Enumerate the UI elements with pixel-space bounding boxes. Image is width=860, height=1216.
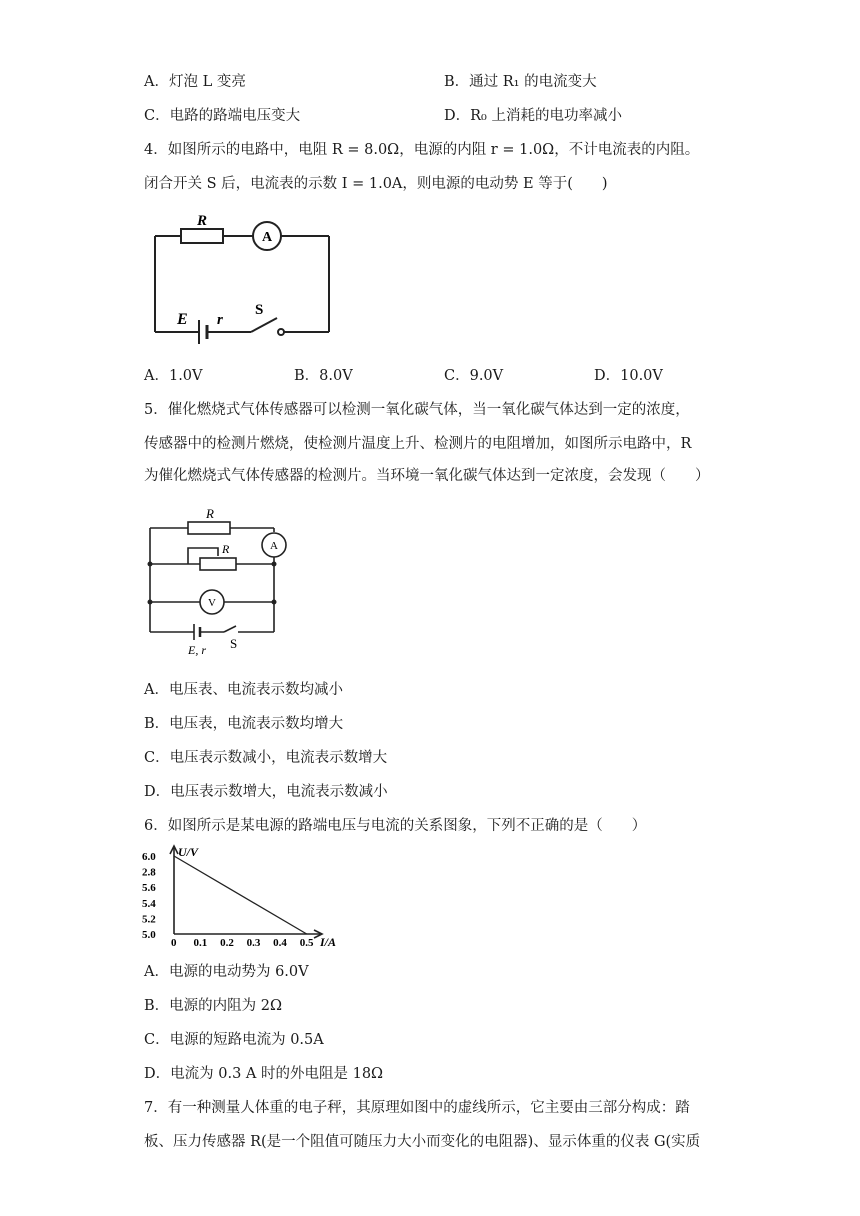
- q6-y-tick-label: 5.0: [142, 929, 156, 941]
- q3-option-b: B．通过 R₁ 的电流变大: [444, 74, 597, 90]
- q3-option-c: C．电路的路端电压变大: [144, 108, 301, 124]
- q5-circuit-diagram: [144, 500, 294, 662]
- q5-label-switch: S: [230, 636, 238, 651]
- q5-stem-line3: 为催化燃烧式气体传感器的检测片。当环境一氧化碳气体达到一定浓度，会发现（ ）: [144, 468, 710, 484]
- q6-option-c: C．电源的短路电流为 0.5A: [144, 1032, 324, 1048]
- q6-x-tick-label: 0.4: [273, 937, 287, 949]
- q5-label-ammeter: A: [270, 540, 278, 552]
- q4-label-r-resistor: R: [197, 213, 208, 229]
- q5-label-r-rheostat: R: [222, 542, 230, 556]
- q6-y-tick-label: 5.4: [142, 897, 156, 910]
- q3-option-a: A．灯泡 L 变亮: [144, 74, 246, 90]
- q4-label-switch: S: [255, 302, 264, 318]
- q6-stem: 6．如图所示是某电源的路端电压与电流的关系图象，下列不正确的是（ ）: [144, 818, 647, 834]
- q5-label-er: E, r: [188, 643, 206, 657]
- q6-y-tick-label: 5.2: [142, 913, 156, 926]
- q4-circuit-diagram: [145, 212, 345, 352]
- q6-option-d: D．电流为 0.3 A 时的外电阻是 18Ω: [144, 1066, 384, 1082]
- q6-x-axis-label: I/A: [320, 935, 337, 949]
- q6-option-a: A．电源的电动势为 6.0V: [144, 964, 309, 980]
- q5-rheostat: [200, 558, 236, 570]
- q5-option-c: C．电压表示数减小，电流表示数增大: [144, 750, 388, 766]
- q6-ui-graph: [140, 842, 350, 952]
- q5-junction-dot: [148, 600, 153, 605]
- q6-x-tick-label: 0: [171, 937, 177, 949]
- q6-y-tick-label: 5.6: [142, 882, 156, 895]
- q4-option-b: B．8.0V: [294, 368, 353, 384]
- q5-option-b: B．电压表，电流表示数均增大: [144, 716, 344, 732]
- q4-label-emf: E: [177, 311, 188, 328]
- q5-switch-blade: [224, 626, 236, 632]
- q5-resistor-top: [188, 522, 230, 534]
- q4-option-a: A．1.0V: [144, 368, 203, 384]
- q6-option-b: B．电源的内阻为 2Ω: [144, 998, 283, 1014]
- q6-x-tick-label: 0.2: [220, 937, 234, 949]
- q4-label-internal-r: r: [217, 312, 223, 328]
- q5-junction-dot: [272, 562, 277, 567]
- q4-switch-blade: [251, 318, 277, 332]
- q4-stem-line1: 4．如图所示的电路中，电阻 R = 8.0Ω，电源的内阻 r = 1.0Ω，不计电流表的内阻。: [144, 142, 700, 158]
- q6-x-tick-label: 0.5: [299, 937, 314, 949]
- q4-resistor: [181, 229, 223, 243]
- q5-label-voltmeter: V: [208, 597, 216, 609]
- q6-y-tick-label: 2.8: [142, 866, 156, 879]
- q5-label-r-top: R: [206, 506, 214, 521]
- q3-option-d: D．R₀ 上消耗的电功率减小: [444, 108, 622, 124]
- q4-switch-contact: [278, 329, 284, 335]
- q4-label-ammeter: A: [262, 230, 273, 245]
- q4-option-c: C．9.0V: [444, 368, 504, 384]
- q7-stem-line2: 板、压力传感器 R(是一个阻值可随压力大小而变化的电阻器)、显示体重的仪表 G(实质: [144, 1134, 701, 1150]
- q6-y-axis-label: U/V: [178, 845, 199, 859]
- q6-x-tick-label: 0.3: [246, 937, 261, 949]
- q6-x-tick-label: 0.1: [193, 937, 208, 949]
- q6-y-tick-label: 6.0: [142, 851, 156, 863]
- q5-option-d: D．电压表示数增大，电流表示数减小: [144, 784, 388, 800]
- q5-junction-dot: [148, 562, 153, 567]
- q4-option-d: D．10.0V: [594, 368, 663, 384]
- q5-stem-line2: 传感器中的检测片燃烧，使检测片温度上升、检测片的电阻增加，如图所示电路中，R: [144, 436, 692, 452]
- q6-series-line: [174, 856, 307, 934]
- q5-stem-line1: 5．催化燃烧式气体传感器可以检测一氧化碳气体，当一氧化碳气体达到一定的浓度，: [144, 402, 690, 418]
- q5-option-a: A．电压表、电流表示数均减小: [144, 682, 343, 698]
- q4-stem-line2: 闭合开关 S 后，电流表的示数 I = 1.0A，则电源的电动势 E 等于( ): [144, 176, 608, 192]
- q5-junction-dot: [272, 600, 277, 605]
- q7-stem-line1: 7．有一种测量人体重的电子秤，其原理如图中的虚线所示，它主要由三部分构成：踏: [144, 1100, 690, 1116]
